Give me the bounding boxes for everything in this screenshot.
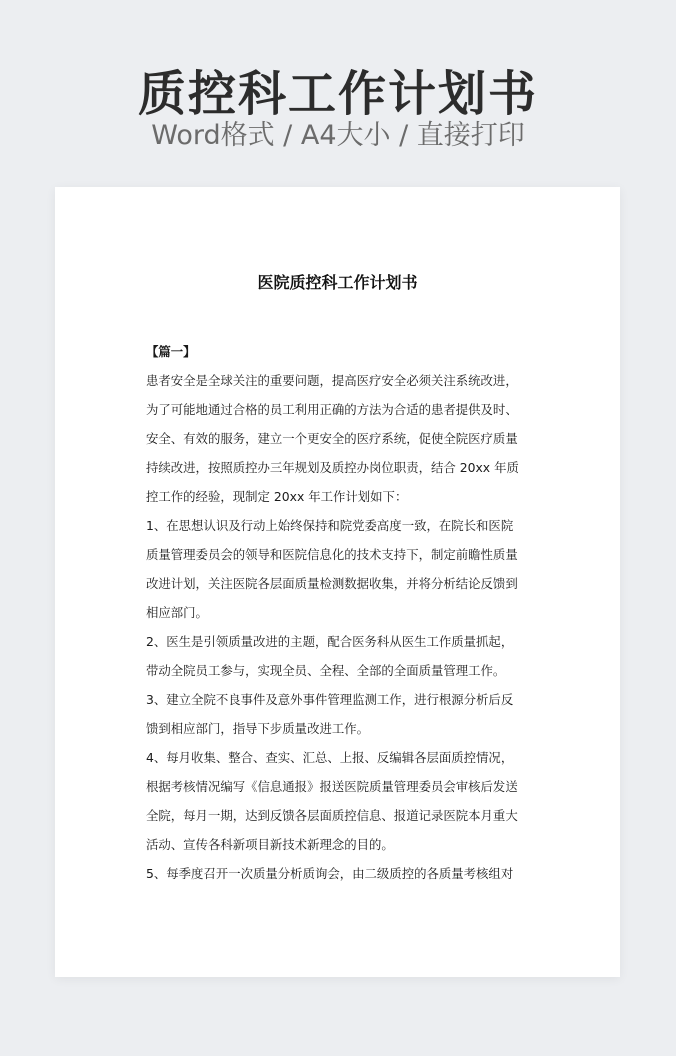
text-line: 活动、宣传各科新项目新技术新理念的目的。 (146, 837, 394, 852)
text-line: 控工作的经验，现制定 20xx 年工作计划如下： (146, 489, 408, 504)
document-page (55, 187, 620, 977)
text-line: 持续改进，按照质控办三年规划及质控办岗位职责，结合 20xx 年质 (146, 460, 519, 475)
text-line: 相应部门。 (146, 605, 208, 620)
text-line: 为了可能地通过合格的员工利用正确的方法为合适的患者提供及时、 (146, 402, 518, 417)
text-line: 5、每季度召开一次质量分析质询会，由二级质控的各质量考核组对 (146, 866, 514, 881)
document-body (146, 337, 530, 888)
text-line: 改进计划，关注医院各层面质量检测数据收集，并将分析结论反馈到 (146, 576, 518, 591)
banner-title: 质控科工作计划书 (137, 66, 538, 122)
text-line: 4、每月收集、整合、查实、汇总、上报、反编辑各层面质控情况， (146, 750, 514, 765)
text-line: 3、建立全院不良事件及意外事件管理监测工作，进行根源分析后反 (146, 692, 514, 707)
text-line: 全院，每月一期，达到反馈各层面质控信息、报道记录医院本月重大 (146, 808, 518, 823)
text-line: 患者安全是全球关注的重要问题，提高医疗安全必须关注系统改进， (146, 373, 518, 388)
text-line: 馈到相应部门，指导下步质量改进工作。 (146, 721, 370, 736)
document-title: 医院质控科工作计划书 (257, 273, 418, 292)
text-line: 带动全院员工参与，实现全员、全程、全部的全面质量管理工作。 (146, 663, 506, 678)
text-line: 根据考核情况编写《信息通报》报送医院质量管理委员会审核后发送 (146, 779, 518, 794)
text-line: 1、在思想认识及行动上始终保持和院党委高度一致，在院长和医院 (146, 518, 514, 533)
section-label: 【篇一】 (146, 344, 196, 359)
text-line: 安全、有效的服务，建立一个更安全的医疗系统，促使全院医疗质量 (146, 431, 518, 446)
text-line: 2、医生是引领质量改进的主题，配合医务科从医生工作质量抓起， (146, 634, 514, 649)
banner-subtitle: Word格式 / A4大小 / 直接打印 (151, 120, 525, 151)
text-line: 质量管理委员会的领导和医院信息化的技术支持下，制定前瞻性质量 (146, 547, 518, 562)
